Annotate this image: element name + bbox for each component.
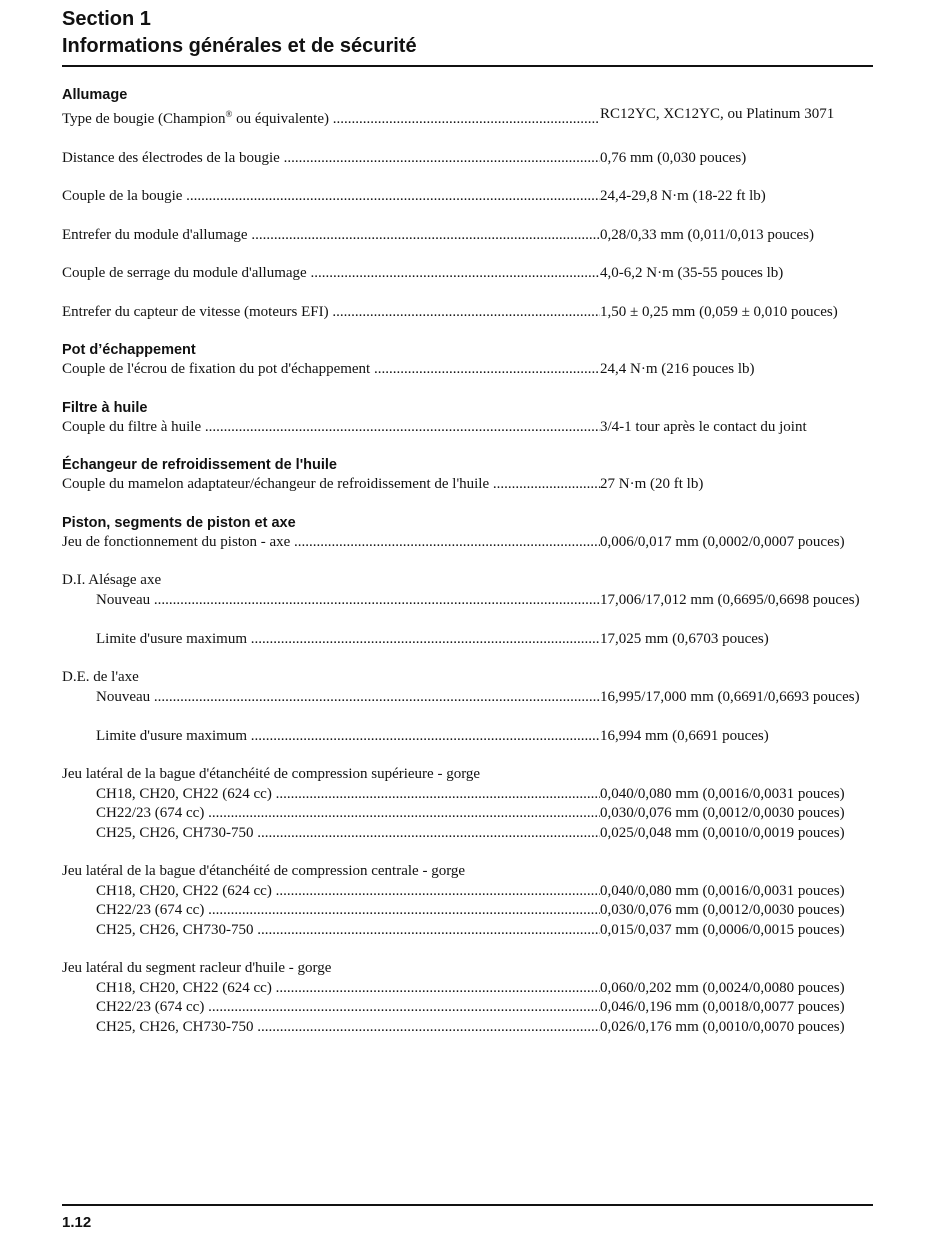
spec-label xyxy=(62,785,600,805)
spec-block xyxy=(62,765,874,843)
spec-row xyxy=(62,824,874,844)
spec-label-text: Limite d'usure maximum xyxy=(96,630,248,647)
spec-value: 0,76 mm (0,030 pouces) xyxy=(600,149,746,169)
spec-block xyxy=(62,959,874,1037)
spec-label xyxy=(62,226,600,246)
spec-label-text: CH22/23 (674 cc) xyxy=(96,999,205,1015)
spec-row xyxy=(62,226,874,246)
spec-block xyxy=(62,862,874,940)
spec-value: 24,4-29,8 N·m (18-22 ft lb) xyxy=(600,187,766,207)
section-title: Informations générales et de sécurité xyxy=(62,35,417,57)
section-header xyxy=(62,6,417,60)
spec-label xyxy=(62,630,600,650)
spec-value: 3/4-1 tour après le contact du joint xyxy=(600,418,807,438)
spec-label-text: CH25, CH26, CH730-750 xyxy=(96,1018,254,1035)
spec-label xyxy=(62,418,600,438)
spec-value: 24,4 N·m (216 pouces lb) xyxy=(600,360,755,380)
spec-label xyxy=(62,804,600,824)
spec-row xyxy=(62,149,874,169)
spec-row xyxy=(62,264,874,284)
spec-label xyxy=(62,149,600,169)
spec-row xyxy=(62,804,874,824)
spec-row xyxy=(62,921,874,941)
spec-row xyxy=(62,591,874,630)
spec-value: 0,040/0,080 mm (0,0016/0,0031 pouces) xyxy=(600,882,845,902)
spec-label xyxy=(62,921,600,941)
spec-value: 0,006/0,017 mm (0,0002/0,0007 pouces) xyxy=(600,533,845,553)
spec-value: 0,030/0,076 mm (0,0012/0,0030 pouces) xyxy=(600,804,845,824)
spec-block xyxy=(62,399,874,438)
spec-value: 16,995/17,000 mm (0,6691/0,6693 pouces) xyxy=(600,688,860,708)
spec-block xyxy=(62,149,874,169)
spec-row xyxy=(62,418,874,438)
spec-label-text: Couple de serrage du module d'allumage xyxy=(62,265,307,281)
spec-value: 0,030/0,076 mm (0,0012/0,0030 pouces) xyxy=(600,901,845,921)
spec-row xyxy=(62,533,874,553)
spec-group-heading: D.I. Alésage axe xyxy=(62,572,162,588)
spec-value: 0,025/0,048 mm (0,0010/0,0019 pouces) xyxy=(600,824,845,844)
spec-row xyxy=(62,475,874,495)
spec-label xyxy=(62,533,600,553)
spec-label xyxy=(62,727,600,747)
spec-content xyxy=(62,86,874,1037)
spec-label-text: CH22/23 (674 cc) xyxy=(96,805,205,821)
footer-rule xyxy=(62,1204,873,1206)
spec-label xyxy=(62,187,600,207)
spec-row xyxy=(62,187,874,207)
spec-label-text: CH25, CH26, CH730-750 xyxy=(96,824,254,841)
spec-label-text: Entrefer du module d'allumage xyxy=(62,226,248,243)
spec-block xyxy=(62,226,874,246)
page-number: 1.12 xyxy=(62,1214,92,1231)
spec-value: 0,060/0,202 mm (0,0024/0,0080 pouces) xyxy=(600,979,845,999)
spec-row xyxy=(62,979,874,999)
spec-group-heading: Jeu latéral du segment racleur d'huile - gorge xyxy=(62,960,332,976)
spec-section-title: Piston, segments de piston et axe xyxy=(62,514,296,531)
spec-row xyxy=(62,882,874,902)
spec-row xyxy=(62,901,874,921)
spec-label xyxy=(62,105,600,130)
spec-value: 0,015/0,037 mm (0,0006/0,0015 pouces) xyxy=(600,921,845,941)
spec-value: 0,28/0,33 mm (0,011/0,013 pouces) xyxy=(600,226,814,246)
spec-group-heading: Jeu latéral de la bague d'étanchéité de compression centrale - gorge xyxy=(62,863,466,879)
spec-block xyxy=(62,86,874,130)
spec-value: 1,50 ± 0,25 mm (0,059 ± 0,010 pouces) xyxy=(600,303,838,323)
spec-row xyxy=(62,785,874,805)
spec-block xyxy=(62,341,874,380)
spec-section-title: Pot d’échappement xyxy=(62,342,196,358)
spec-block xyxy=(62,456,874,495)
spec-label-text: Type de bougie (Champion® ou équivalente) xyxy=(62,109,329,127)
spec-label-text: Jeu de fonctionnement du piston - axe xyxy=(62,533,291,550)
spec-label-text: CH18, CH20, CH22 (624 cc) xyxy=(96,785,272,802)
spec-group-heading: D.E. de l'axe xyxy=(62,669,139,685)
spec-row xyxy=(62,105,874,130)
spec-block xyxy=(62,264,874,284)
spec-value: 4,0-6,2 N·m (35-55 pouces lb) xyxy=(600,264,783,284)
spec-block xyxy=(62,571,874,649)
spec-block xyxy=(62,303,874,323)
spec-label-text: CH18, CH20, CH22 (624 cc) xyxy=(96,979,272,996)
spec-value: 0,040/0,080 mm (0,0016/0,0031 pouces) xyxy=(600,785,845,805)
spec-label-text: Couple de l'écrou de fixation du pot d'échappement xyxy=(62,361,371,377)
spec-label-text: CH18, CH20, CH22 (624 cc) xyxy=(96,882,272,899)
spec-label xyxy=(62,303,600,323)
spec-label xyxy=(62,591,600,611)
spec-row xyxy=(62,688,874,727)
spec-label-text: Entrefer du capteur de vitesse (moteurs EFI) xyxy=(62,303,329,320)
spec-label-text: CH25, CH26, CH730-750 xyxy=(96,921,254,938)
spec-section-title: Allumage xyxy=(62,87,128,103)
header-rule xyxy=(62,65,873,67)
spec-value: RC12YC, XC12YC, ou Platinum 3071 xyxy=(600,105,834,125)
spec-label-text: Nouveau xyxy=(96,688,151,705)
spec-label xyxy=(62,360,600,380)
spec-label-text: Couple de la bougie xyxy=(62,188,183,204)
spec-section-title: Filtre à huile xyxy=(62,399,148,416)
spec-row xyxy=(62,998,874,1018)
spec-label xyxy=(62,688,600,708)
spec-label xyxy=(62,475,600,495)
spec-section-title: Échangeur de refroidissement de l'huile xyxy=(62,457,337,473)
spec-label-text: Couple du filtre à huile xyxy=(62,418,202,435)
spec-label xyxy=(62,979,600,999)
spec-row xyxy=(62,1018,874,1038)
spec-row xyxy=(62,630,874,650)
spec-row xyxy=(62,303,874,323)
spec-value: 0,046/0,196 mm (0,0018/0,0077 pouces) xyxy=(600,998,845,1018)
spec-block xyxy=(62,668,874,746)
spec-group-heading: Jeu latéral de la bague d'étanchéité de compression supérieure - gorge xyxy=(62,766,481,782)
spec-value: 17,006/17,012 mm (0,6695/0,6698 pouces) xyxy=(600,591,860,611)
document-page xyxy=(62,0,874,1241)
spec-label xyxy=(62,264,600,284)
spec-label-text: Nouveau xyxy=(96,591,151,608)
spec-label xyxy=(62,1018,600,1038)
spec-label-text: Couple du mamelon adaptateur/échangeur de refroidissement de l'huile xyxy=(62,476,490,492)
spec-value: 16,994 mm (0,6691 pouces) xyxy=(600,727,769,747)
spec-value: 0,026/0,176 mm (0,0010/0,0070 pouces) xyxy=(600,1018,845,1038)
spec-value: 17,025 mm (0,6703 pouces) xyxy=(600,630,769,650)
spec-label-text: CH22/23 (674 cc) xyxy=(96,902,205,918)
spec-block xyxy=(62,187,874,207)
spec-block xyxy=(62,514,874,553)
spec-row xyxy=(62,360,874,380)
spec-label-text: Distance des électrodes de la bougie xyxy=(62,149,280,166)
spec-label xyxy=(62,901,600,921)
spec-label xyxy=(62,824,600,844)
spec-label xyxy=(62,882,600,902)
spec-row xyxy=(62,727,874,747)
spec-label-text: Limite d'usure maximum xyxy=(96,727,248,744)
spec-value: 27 N·m (20 ft lb) xyxy=(600,475,703,495)
section-number: Section 1 xyxy=(62,8,151,30)
spec-label xyxy=(62,998,600,1018)
